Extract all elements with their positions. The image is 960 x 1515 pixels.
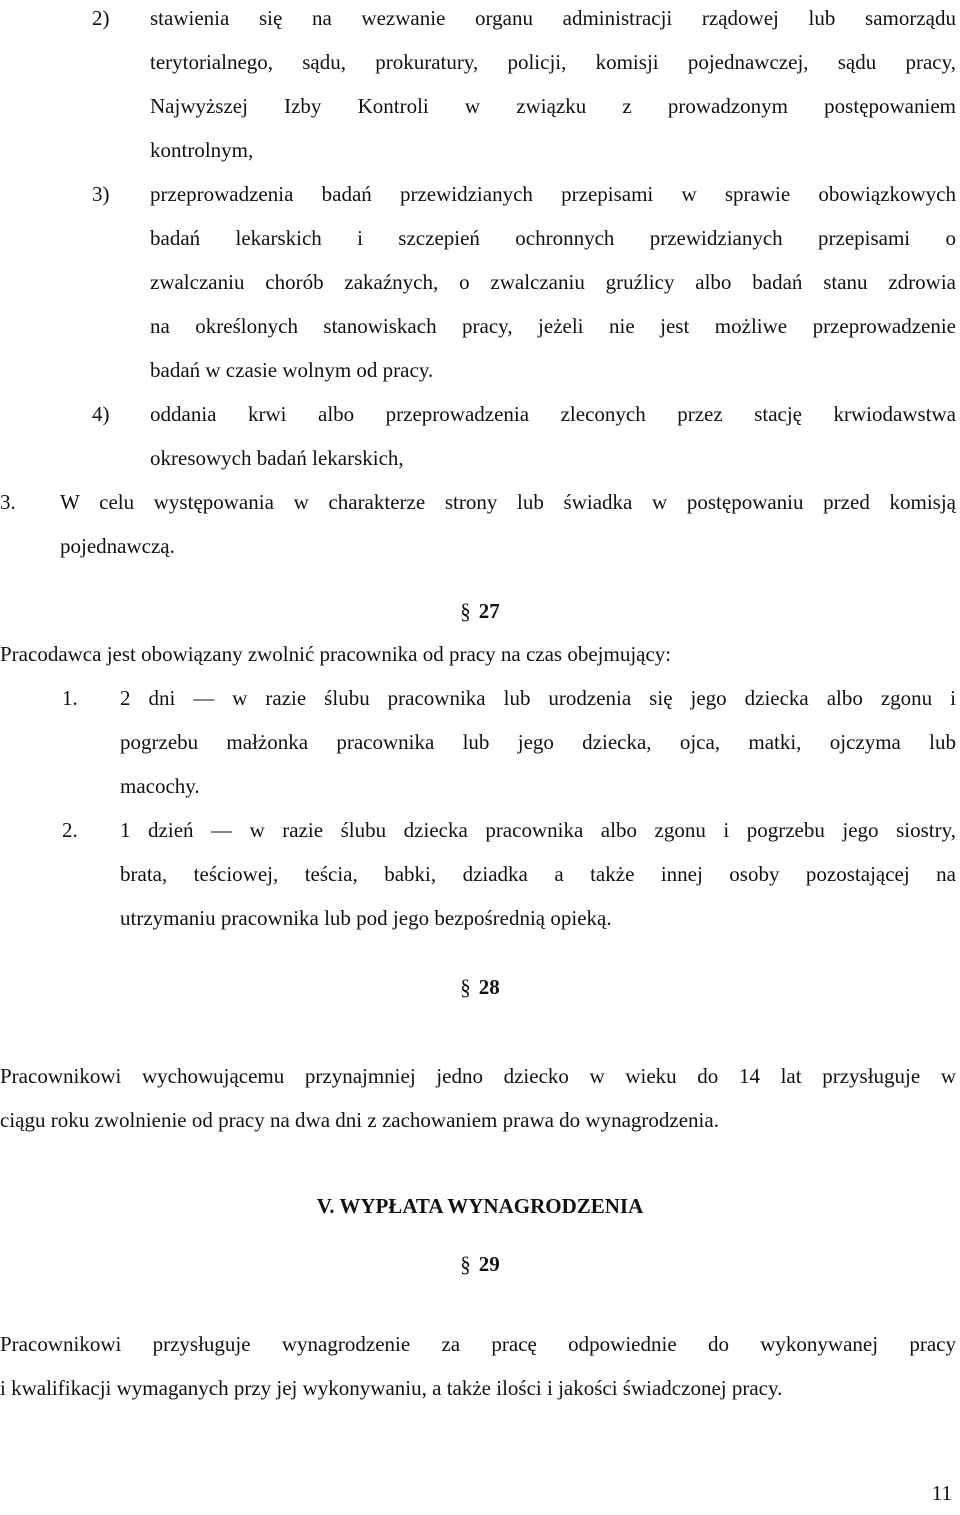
section-heading-29 <box>0 1251 960 1277</box>
text-line: ciągu roku zwolnienie od pracy na dwa dni z zachowaniem prawa do wynagrodzenia. <box>0 1108 719 1132</box>
text-line: W celu występowania w charakterze strony lub świadka w postępowaniu przed komisją <box>60 490 956 514</box>
section-number: 28 <box>478 975 500 999</box>
text-line: stawienia się na wezwanie organu administracji rządowej lub samorządu <box>150 6 956 30</box>
text-line: badań w czasie wolnym od pracy. <box>150 358 434 382</box>
text-line: okresowych badań lekarskich, <box>150 446 404 470</box>
text-line: 1 dzień — w razie ślubu dziecka pracownika albo zgonu i pogrzebu jego siostry, <box>120 818 956 842</box>
list-number: 3) <box>92 182 110 206</box>
text-line: pogrzebu małżonka pracownika lub jego dziecka, ojca, matki, ojczyma lub <box>120 730 956 754</box>
text-line: pojednawczą. <box>60 534 175 558</box>
section-number: 29 <box>478 1252 500 1276</box>
section-symbol: § <box>460 1251 471 1277</box>
text-line: oddania krwi albo przeprowadzenia zleconych przez stację krwiodawstwa <box>150 402 956 426</box>
text-line: Pracownikowi wychowującemu przynajmniej jedno dziecko w wieku do 14 lat przysługuje w <box>0 1064 956 1088</box>
text-line: na określonych stanowiskach pracy, jeżeli nie jest możliwe przeprowadzenie <box>150 314 956 338</box>
text-line: przeprowadzenia badań przewidzianych przepisami w sprawie obowiązkowych <box>150 182 956 206</box>
list-number: 1. <box>62 686 78 710</box>
text-line: Pracownikowi przysługuje wynagrodzenie za pracę odpowiednie do wykonywanej pracy <box>0 1332 956 1356</box>
text-line: badań lekarskich i szczepień ochronnych przewidzianych przepisami o <box>150 226 956 250</box>
section-heading-27 <box>0 598 960 624</box>
text-line: brata, teściowej, teścia, babki, dziadka a także innej osoby pozostającej na <box>120 862 956 886</box>
text-line: Najwyższej Izby Kontroli w związku z prowadzonym postępowaniem <box>150 94 956 118</box>
text-line: kontrolnym, <box>150 138 254 162</box>
section-symbol: § <box>460 598 471 624</box>
section-heading-28 <box>0 974 960 1000</box>
text-line: terytorialnego, sądu, prokuratury, policji, komisji pojednawczej, sądu pracy, <box>150 50 956 74</box>
text-line: macochy. <box>120 774 200 798</box>
text-line: zwalczaniu chorób zakaźnych, o zwalczaniu gruźlicy albo badań stanu zdrowia <box>150 270 956 294</box>
text-line: i kwalifikacji wymaganych przy jej wykonywaniu, a także ilości i jakości świadczonej pracy. <box>0 1376 783 1400</box>
list-number: 3. <box>0 490 16 514</box>
list-number: 4) <box>92 402 110 426</box>
list-number: 2. <box>62 818 78 842</box>
section-symbol: § <box>460 974 471 1000</box>
list-number: 2) <box>92 6 110 30</box>
section-intro: Pracodawca jest obowiązany zwolnić pracownika od pracy na czas obejmujący: <box>0 642 672 666</box>
page-number: 11 <box>931 1481 952 1505</box>
text-line: utrzymaniu pracownika lub pod jego bezpośrednią opieką. <box>120 906 612 930</box>
section-number: 27 <box>478 599 500 623</box>
chapter-title: V. WYPŁATA WYNAGRODZENIA <box>316 1194 644 1218</box>
text-line: 2 dni — w razie ślubu pracownika lub urodzenia się jego dziecka albo zgonu i <box>120 686 956 710</box>
